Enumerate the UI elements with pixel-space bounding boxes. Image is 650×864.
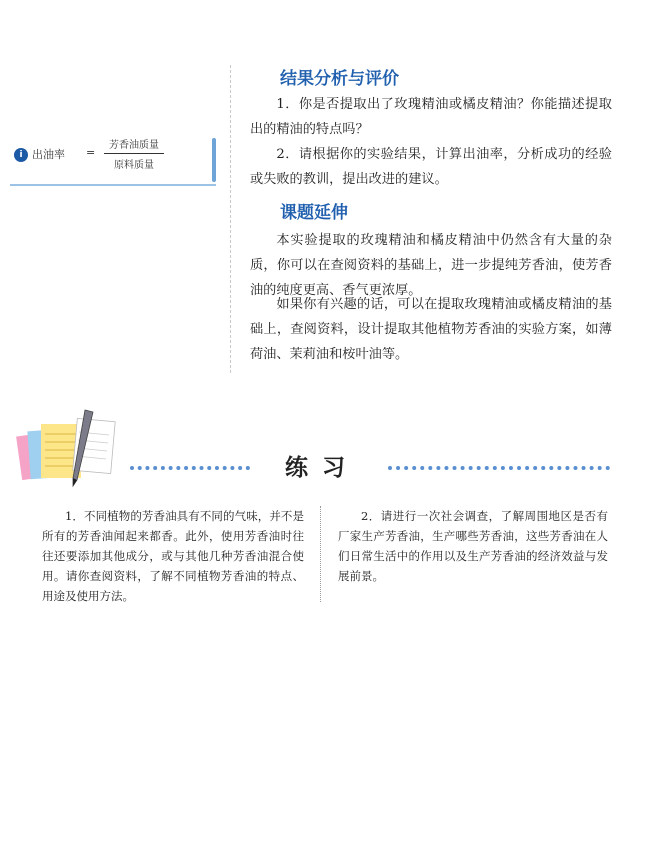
results-question-1: 1．你是否提取出了玫瑰精油或橘皮精油？你能描述提取出的精油的特点吗？ [250, 97, 612, 137]
extension-heading: 课题延伸 [280, 203, 348, 223]
formula-denominator: 原料质量 [114, 160, 154, 171]
formula-fraction [104, 136, 164, 171]
oil-yield-formula-note [10, 136, 214, 186]
results-question-2: 2．请根据你的实验结果，计算出油率，分析成功的经验或失败的教训，提出改进的建议。 [250, 147, 612, 187]
note-border-right [212, 138, 216, 182]
note-border-bottom [10, 184, 216, 186]
exercise-question-2: 2．请进行一次社会调查，了解周围地区是否有厂家生产芳香油，生产哪些芳香油，这些芳香油在人们日常生活中的作用以及生产芳香油的经济效益与发展前景。 [338, 509, 608, 583]
formula-numerator: 芳香油质量 [109, 140, 159, 151]
column-divider-line [230, 65, 231, 373]
notepad-pen-icon [15, 402, 130, 492]
exercise-heading: 练习 [285, 454, 359, 481]
exercise-column-divider [320, 506, 321, 602]
banner-dots-right [388, 466, 610, 470]
formula-equals: = [86, 146, 96, 159]
banner-dots-left [130, 466, 250, 470]
extension-paragraph-2: 如果你有兴趣的话，可以在提取玫瑰精油或橘皮精油的基础上，查阅资料，设计提取其他植物芳香油的实验方案，如薄荷油、茉莉油和桉叶油等。 [250, 297, 612, 362]
info-icon: i [14, 148, 28, 162]
results-heading: 结果分析与评价 [280, 69, 399, 89]
extension-paragraph-1: 本实验提取的玫瑰精油和橘皮精油中仍然含有大量的杂质，你可以在查阅资料的基础上，进一步提纯芳香油，使芳香油的纯度更高、香气更浓厚。 [250, 233, 612, 298]
formula-label: 出油率 [32, 148, 65, 161]
exercise-question-1: 1．不同植物的芳香油具有不同的气味，并不是所有的芳香油闻起来都香。此外，使用芳香油时往往还要添加其他成分，或与其他几种芳香油混合使用。请你查阅资料，了解不同植物芳香油的特点、用途及使用方法。 [42, 509, 304, 603]
